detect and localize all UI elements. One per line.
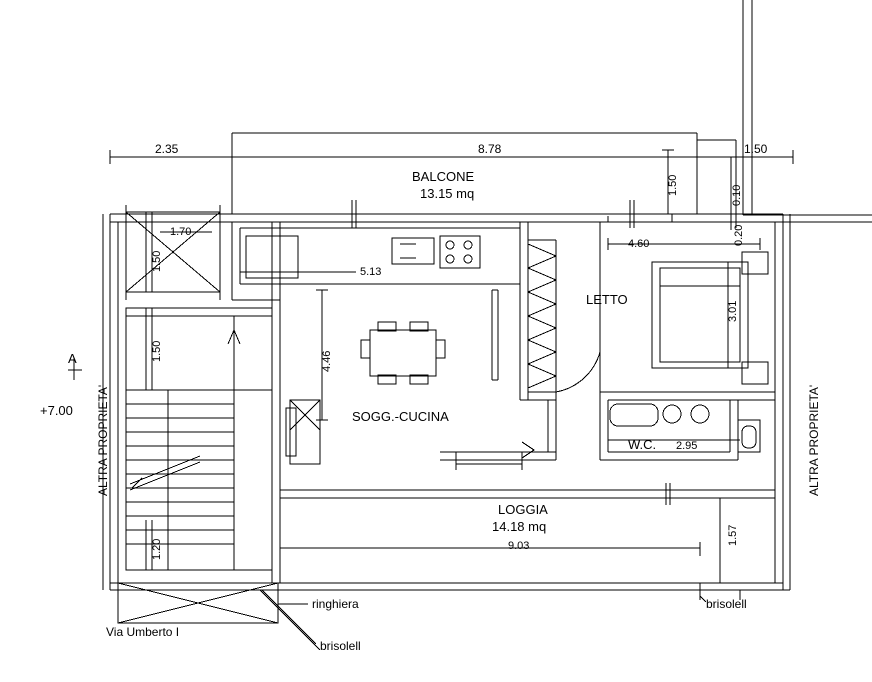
room-area-loggia: 14.18 mq: [492, 519, 547, 534]
room-area-balcone: 13.15 mq: [420, 186, 475, 201]
annotation-ringhiera: ringhiera: [312, 597, 359, 611]
room-label-letto: LETTO: [586, 292, 628, 307]
elevation-label: +7.00: [40, 403, 73, 418]
dim-balcony-right-small2: 0.20: [733, 224, 745, 246]
dim-stair-v2: 1.50: [151, 340, 163, 362]
dim-balcony-right-small: 0.10: [731, 184, 743, 206]
room-label-soggiorno-cucina: SOGG.-CUCINA: [352, 409, 449, 424]
dim-top-right: 1.50: [744, 142, 768, 156]
dim-stair-top-width: 1.70: [170, 226, 192, 238]
dim-bedroom-height: 3.01: [727, 300, 739, 322]
room-label-wc: W.C.: [628, 437, 657, 452]
section-marker-a: A: [68, 351, 77, 366]
room-label-loggia: LOGGIA: [498, 502, 548, 517]
dim-bedroom-width: 4.60: [628, 238, 650, 250]
boundary-label-right: ALTRA PROPRIETA': [807, 384, 821, 496]
dim-top-left: 2.35: [155, 142, 179, 156]
boundary-label-left: ALTRA PROPRIETA': [96, 384, 110, 496]
dim-loggia-right-height: 1.57: [727, 524, 739, 546]
dim-wc-width: 2.95: [676, 440, 698, 452]
dim-stair-v1: 1.50: [151, 250, 163, 272]
street-label: Via Umberto I: [106, 625, 180, 639]
annotation-brisoleil-right: brisolell: [706, 597, 747, 611]
dim-balcony-right-vertical: 1.50: [667, 174, 679, 196]
room-label-balcone: BALCONE: [412, 169, 475, 184]
dim-kitchen-width: 5.13: [360, 266, 382, 278]
dim-stair-v3: 1.20: [151, 538, 163, 560]
dim-living-height: 4.46: [321, 350, 333, 372]
annotation-brisoleil-left: brisolell: [320, 639, 361, 653]
dim-top-center: 8.78: [478, 142, 502, 156]
dim-loggia-width: 9.03: [508, 540, 530, 552]
